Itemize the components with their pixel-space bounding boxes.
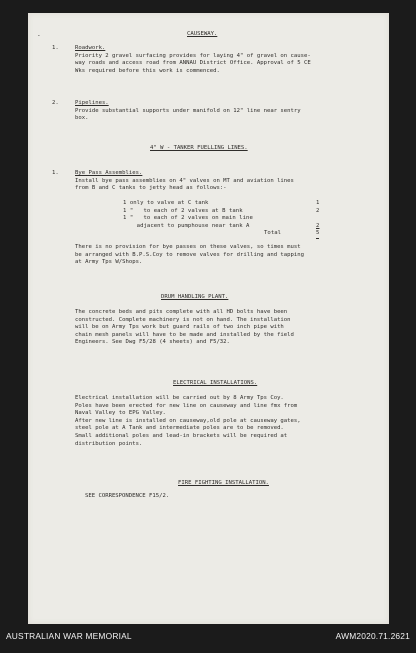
fire-paragraph <box>85 493 169 501</box>
bypass-closing <box>75 244 304 267</box>
footer-accession-number: AWM2020.71.2621 <box>335 631 410 641</box>
paragraph-line: will be on Army Tps work but guard rails of two inch pipe with <box>75 324 284 331</box>
bypass-list-qty: 1 <box>316 200 320 206</box>
paragraph-line: Engineers. See Dwg F5/28 (4 sheets) and F5/32. <box>75 339 230 346</box>
paragraph-line: Wks required before this work is commenced. <box>75 67 220 74</box>
paragraph-line: from B and C tanks to jetty head as follows:- <box>75 185 227 192</box>
section-title: 4" W - TANKER FUELLING LINES. <box>150 145 248 151</box>
roadwork-paragraph <box>75 53 311 76</box>
paragraph-line: Priority 2 gravel surfacing provides for laying 4" of gravel on cause- <box>75 52 311 59</box>
paragraph-line: Poles have been erected for new line on causeway and line fmx from <box>75 402 298 409</box>
paragraph-line: chain mesh panels will have to be made and installed by the field <box>75 331 294 338</box>
bypass-list-item: adjacent to pumphouse near tank A <box>123 222 250 229</box>
item-number: 1. <box>52 45 59 51</box>
item-heading-bypass: Bye Pass Assemblies. <box>75 170 143 176</box>
bypass-intro <box>75 178 294 193</box>
bypass-list-item: 1 only to valve at C tank <box>123 200 209 206</box>
paragraph-line: Install bye pass assemblies on 4" valves on MT and aviation lines <box>75 177 294 184</box>
paragraph-line: Provide substantial supports under manifold on 12" line near sentry <box>75 107 301 114</box>
bypass-total-value: 5 <box>316 230 319 239</box>
pipelines-paragraph <box>75 108 301 123</box>
paragraph-line: The concrete beds and pits complete with all HD bolts have been <box>75 309 288 315</box>
bypass-list-item: 1 " to each of 2 valves at B tank <box>123 207 243 214</box>
drum-heading: DRUM HANDLING PLANT. <box>161 294 229 300</box>
bypass-list-qty: 2 <box>316 222 320 229</box>
bypass-total-label: Total <box>264 230 282 236</box>
fire-heading: FIRE FIGHTING INSTALLATION. <box>178 480 269 486</box>
paragraph-line: be arranged with B.P.S.Coy to remove valves for drilling and tapping <box>75 251 305 258</box>
paragraph-line: Small additional poles and lead-in brackets will be required at <box>75 432 288 439</box>
item-heading-pipelines: Pipelines. <box>75 100 109 106</box>
paragraph-line: distribution points. <box>75 440 143 447</box>
paragraph-line: way roads and access road from ANNAU District Office. Approval of 5 CE <box>75 60 311 67</box>
paragraph-line: Electrical installation will be carried out by 8 Army Tps Coy. <box>75 395 284 401</box>
bypass-list-item: 1 " to each of 2 valves on main line <box>123 215 253 221</box>
electrical-heading: ELECTRICAL INSTALLATIONS. <box>173 380 258 386</box>
footer-bar <box>0 624 416 653</box>
item-number: 1. <box>52 170 59 176</box>
drum-paragraph <box>75 309 294 347</box>
document-page <box>28 13 389 624</box>
electrical-paragraph <box>75 395 301 448</box>
paragraph-line: There is no provision for bye passes on these valves, so times must <box>75 244 301 250</box>
paragraph-line: at Army Tps W/Shops. <box>75 259 143 266</box>
paragraph-line: After new line is installed on causeway,old pole at causeway gates, <box>75 417 301 424</box>
footer-institution: AUSTRALIAN WAR MEMORIAL <box>6 631 132 641</box>
item-number: 2. <box>52 100 59 106</box>
paragraph-line: constructed. Complete machinery is not on hand. The installation <box>75 316 291 323</box>
page-title: CAUSEWAY. <box>187 31 218 37</box>
margin-mark: - <box>37 32 41 39</box>
item-heading-roadwork: Roadwork. <box>75 45 106 51</box>
paragraph-line: SEE CORRESPONDENCE F15/2. <box>85 493 170 499</box>
bypass-list-qty: 2 <box>316 207 320 214</box>
paragraph-line: steel pole at A Tank and intermediate poles are to be removed. <box>75 425 284 432</box>
paragraph-line: box. <box>75 115 89 122</box>
paragraph-line: Naval Valley to EPG Valley. <box>75 410 166 417</box>
